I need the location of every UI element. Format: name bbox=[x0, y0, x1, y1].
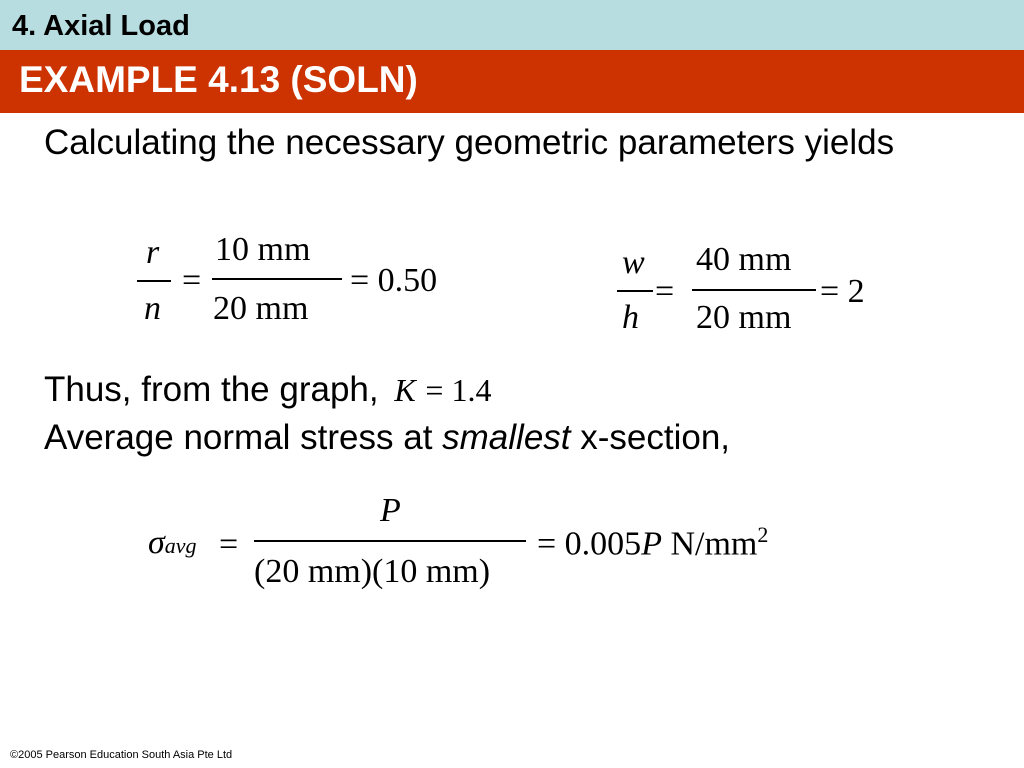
graph-line bbox=[44, 370, 491, 410]
eq2-fraction-line bbox=[692, 289, 816, 291]
eq3-result-unit: N/mm bbox=[661, 525, 758, 563]
eq2-equals: = bbox=[655, 273, 675, 310]
eq2-numerator-var: w bbox=[622, 244, 645, 281]
k-symbol: K bbox=[394, 372, 416, 408]
eq2-denominator-var: h bbox=[622, 299, 639, 336]
eq3-result-var: P bbox=[641, 525, 662, 563]
stress-text-post: x-section, bbox=[570, 418, 731, 457]
graph-text: Thus, from the graph, bbox=[44, 370, 379, 409]
eq3-numerator: P bbox=[380, 492, 401, 529]
eq1-fraction-line bbox=[212, 278, 342, 280]
stress-line bbox=[44, 418, 730, 458]
eq1-equals: = bbox=[182, 262, 202, 299]
eq3-result bbox=[537, 522, 768, 563]
stress-text-pre: Average normal stress at bbox=[44, 418, 443, 457]
eq1-numerator: 10 mm bbox=[215, 231, 311, 268]
eq1-var-fraction-line bbox=[137, 280, 171, 282]
copyright-footer: ©2005 Pearson Education South Asia Pte Ltd bbox=[10, 749, 233, 761]
eq3-result-value: = 0.005 bbox=[537, 525, 642, 563]
sigma-symbol bbox=[148, 524, 197, 562]
eq2-numerator: 40 mm bbox=[696, 241, 792, 278]
k-value: = 1.4 bbox=[425, 372, 492, 408]
chapter-title: 4. Axial Load bbox=[12, 10, 190, 42]
eq2-denominator: 20 mm bbox=[696, 299, 792, 336]
eq2-var-fraction-line bbox=[617, 290, 653, 292]
sigma-subscript: avg bbox=[164, 533, 197, 558]
stress-text-emphasis: smallest bbox=[442, 418, 571, 457]
eq3-fraction-line bbox=[254, 540, 526, 542]
intro-text: Calculating the necessary geometric parameters yields bbox=[44, 123, 895, 162]
slide-title: EXAMPLE 4.13 (SOLN) bbox=[19, 59, 418, 100]
slide-title-bar bbox=[0, 50, 1024, 113]
eq1-result: = 0.50 bbox=[350, 262, 438, 299]
eq1-denominator-var: n bbox=[144, 290, 161, 327]
eq2-result: = 2 bbox=[820, 273, 865, 310]
eq3-equals: = bbox=[219, 526, 239, 563]
eq1-denominator: 20 mm bbox=[213, 290, 309, 327]
eq1-numerator-var: r bbox=[146, 234, 160, 271]
eq3-result-exponent: 2 bbox=[757, 522, 769, 547]
eq3-denominator: (20 mm)(10 mm) bbox=[254, 553, 491, 590]
chapter-header-bar bbox=[0, 0, 1024, 50]
sigma-letter: σ bbox=[148, 524, 165, 561]
